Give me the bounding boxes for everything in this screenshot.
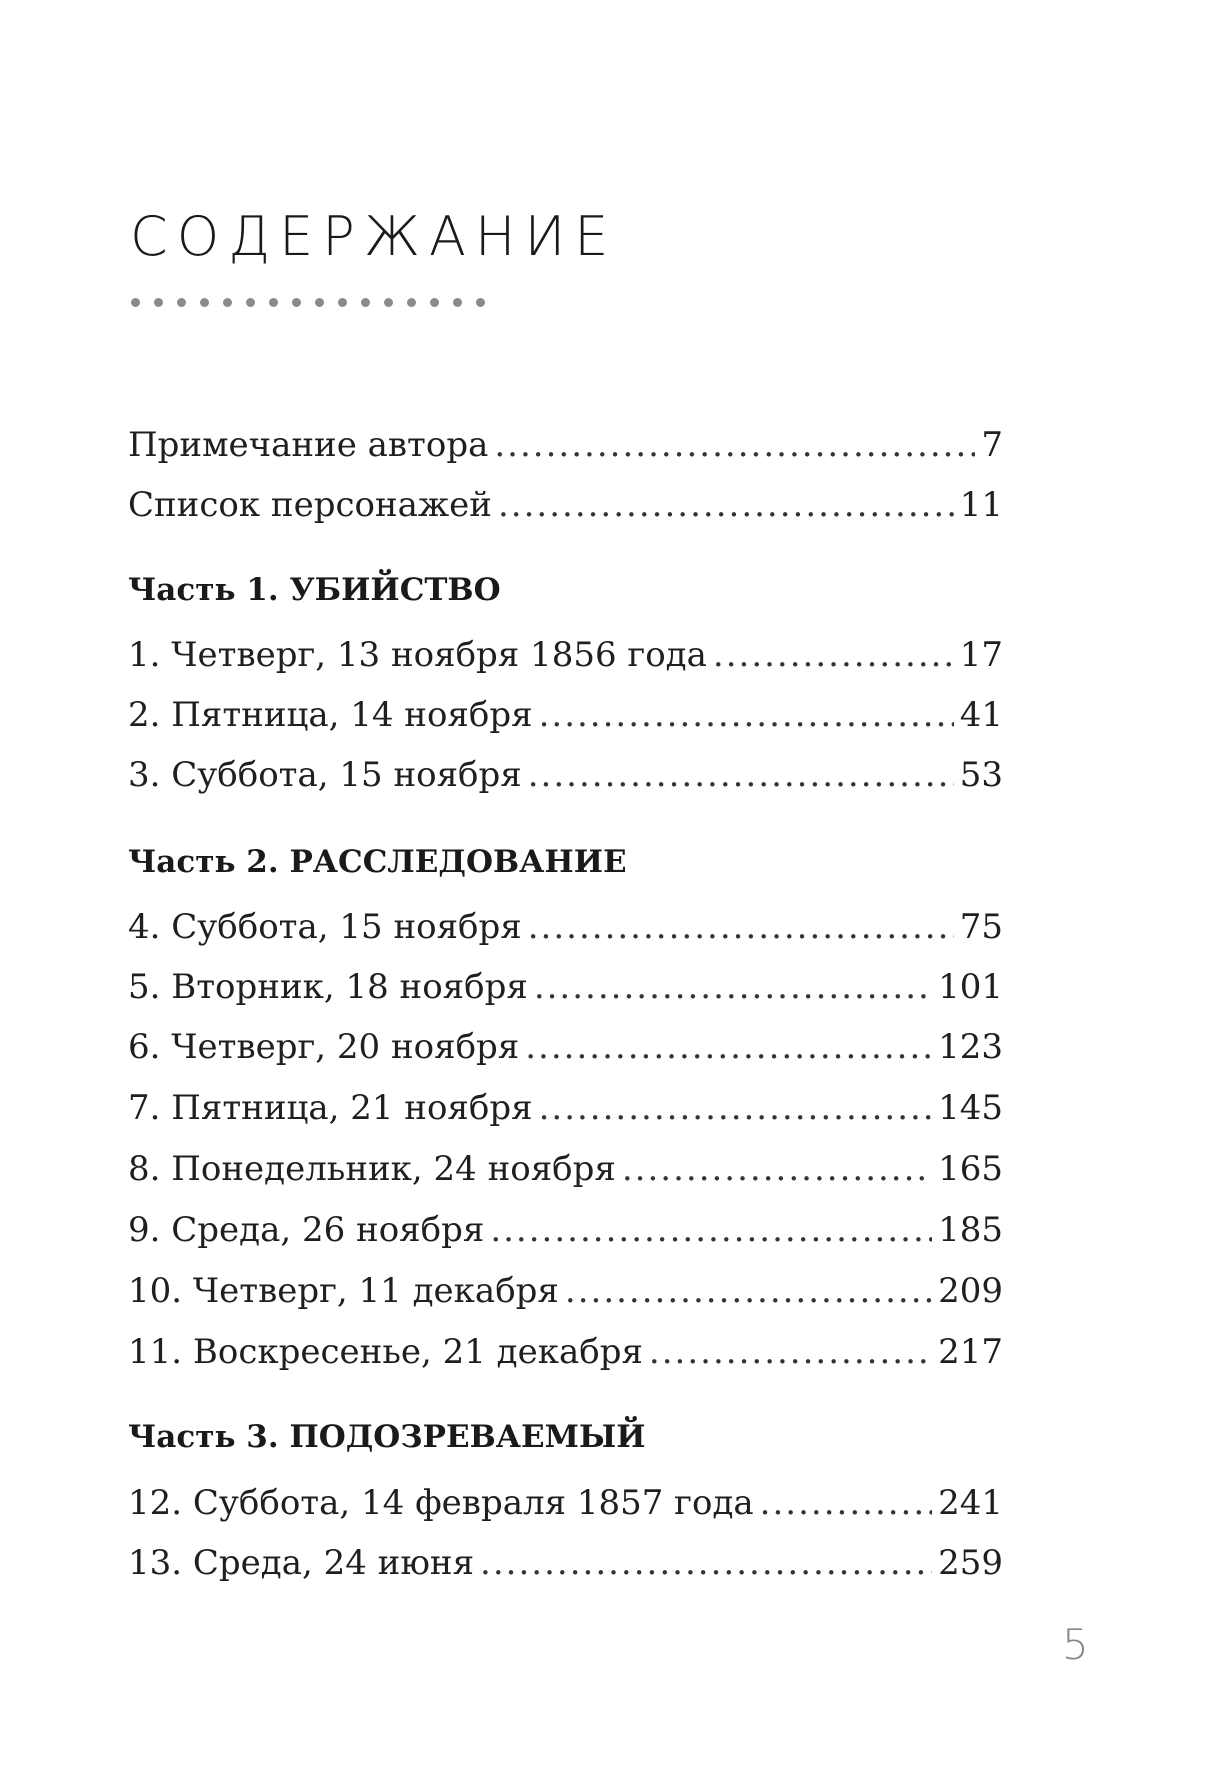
- dot-leader: [528, 753, 954, 797]
- toc-entry-chapter[interactable]: [128, 1208, 1003, 1252]
- toc-entry-chapter[interactable]: [128, 1330, 1003, 1374]
- dot-leader: [565, 1269, 932, 1313]
- toc-entry-chapter[interactable]: [128, 905, 1003, 949]
- toc-entry-title: 9. Среда, 26 ноября: [128, 1210, 485, 1250]
- toc-page-number: 217: [938, 1332, 1003, 1372]
- toc-page-number: 123: [938, 1027, 1003, 1067]
- toc-entry-title: 10. Четверг, 11 декабря: [128, 1271, 559, 1311]
- divider-dot: [200, 298, 209, 307]
- divider-dot: [292, 298, 301, 307]
- toc-entry-chapter[interactable]: [128, 1147, 1003, 1191]
- divider-dot: [246, 298, 255, 307]
- toc-entry-title: 2. Пятница, 14 ноября: [128, 695, 533, 735]
- part-heading-1[interactable]: Часть 1. УБИЙСТВО: [128, 572, 501, 608]
- dot-leader: [490, 1208, 932, 1252]
- divider-dot: [154, 298, 163, 307]
- toc-entry-title: 4. Суббота, 15 ноября: [128, 907, 522, 947]
- toc-page-number: 259: [938, 1543, 1003, 1583]
- divider-dot: [361, 298, 370, 307]
- toc-entry-chapter[interactable]: [128, 965, 1003, 1009]
- toc-entry-title: 13. Среда, 24 июня: [128, 1543, 475, 1583]
- part-heading-2[interactable]: Часть 2. РАССЛЕДОВАНИЕ: [128, 844, 627, 880]
- toc-entry-chapter[interactable]: [128, 1025, 1003, 1069]
- toc-page-number: 209: [938, 1271, 1003, 1311]
- toc-entry-chapter[interactable]: [128, 1481, 1003, 1525]
- toc-entry-chapter[interactable]: [128, 1086, 1003, 1130]
- dot-leader: [494, 423, 975, 467]
- dot-leader: [534, 965, 932, 1009]
- toc-entry-title: 1. Четверг, 13 ноября 1856 года: [128, 635, 707, 675]
- dot-leader: [498, 483, 954, 527]
- toc-page-number: 75: [959, 907, 1003, 947]
- toc-page-number: 185: [938, 1210, 1003, 1250]
- dot-leader: [760, 1481, 932, 1525]
- dot-leader: [622, 1147, 932, 1191]
- toc-page-number: 145: [938, 1088, 1003, 1128]
- dot-leader: [539, 1086, 933, 1130]
- dot-leader: [528, 905, 954, 949]
- toc-entry-title: 5. Вторник, 18 ноября: [128, 967, 528, 1007]
- toc-entry-chapter[interactable]: [128, 1541, 1003, 1585]
- divider-dot: [476, 298, 485, 307]
- divider-dot: [131, 298, 140, 307]
- dot-leader: [480, 1541, 932, 1585]
- toc-page-number: 7: [981, 425, 1003, 465]
- toc-page-number: 53: [959, 755, 1003, 795]
- toc-entry-chapter[interactable]: [128, 1269, 1003, 1313]
- toc-entry-title: 8. Понедельник, 24 ноября: [128, 1149, 616, 1189]
- toc-entry-title: 6. Четверг, 20 ноября: [128, 1027, 520, 1067]
- toc-entry-characters[interactable]: [128, 483, 1003, 527]
- dot-leader: [525, 1025, 932, 1069]
- divider-dot: [269, 298, 278, 307]
- divider-dot: [177, 298, 186, 307]
- divider-dot: [407, 298, 416, 307]
- divider-dot: [223, 298, 232, 307]
- toc-entry-chapter[interactable]: [128, 633, 1003, 677]
- page-number: 5: [1062, 1620, 1089, 1669]
- divider-dot: [315, 298, 324, 307]
- toc-entry-title: 3. Суббота, 15 ноября: [128, 755, 522, 795]
- part-heading-3[interactable]: Часть 3. ПОДОЗРЕВАЕМЫЙ: [128, 1419, 646, 1455]
- toc-entry-title: 11. Воскресенье, 21 декабря: [128, 1332, 643, 1372]
- dot-leader: [649, 1330, 932, 1374]
- toc-page-number: 165: [938, 1149, 1003, 1189]
- toc-page-number: 17: [959, 635, 1003, 675]
- toc-entry-title: Примечание автора: [128, 425, 489, 465]
- toc-entry-title: 12. Суббота, 14 февраля 1857 года: [128, 1483, 754, 1523]
- toc-page-number: 41: [959, 695, 1003, 735]
- toc-entry-authors-note[interactable]: [128, 423, 1003, 467]
- toc-entry-title: 7. Пятница, 21 ноября: [128, 1088, 533, 1128]
- page-title: СОДЕРЖАНИЕ: [130, 205, 618, 268]
- title-dot-divider: [131, 298, 485, 308]
- divider-dot: [384, 298, 393, 307]
- dot-leader: [539, 693, 954, 737]
- toc-entry-chapter[interactable]: [128, 753, 1003, 797]
- divider-dot: [453, 298, 462, 307]
- toc-entry-chapter[interactable]: [128, 693, 1003, 737]
- divider-dot: [338, 298, 347, 307]
- toc-page-number: 241: [938, 1483, 1003, 1523]
- toc-page-number: 11: [959, 485, 1003, 525]
- divider-dot: [430, 298, 439, 307]
- toc-entry-title: Список персонажей: [128, 485, 492, 525]
- dot-leader: [713, 633, 954, 677]
- toc-page-number: 101: [938, 967, 1003, 1007]
